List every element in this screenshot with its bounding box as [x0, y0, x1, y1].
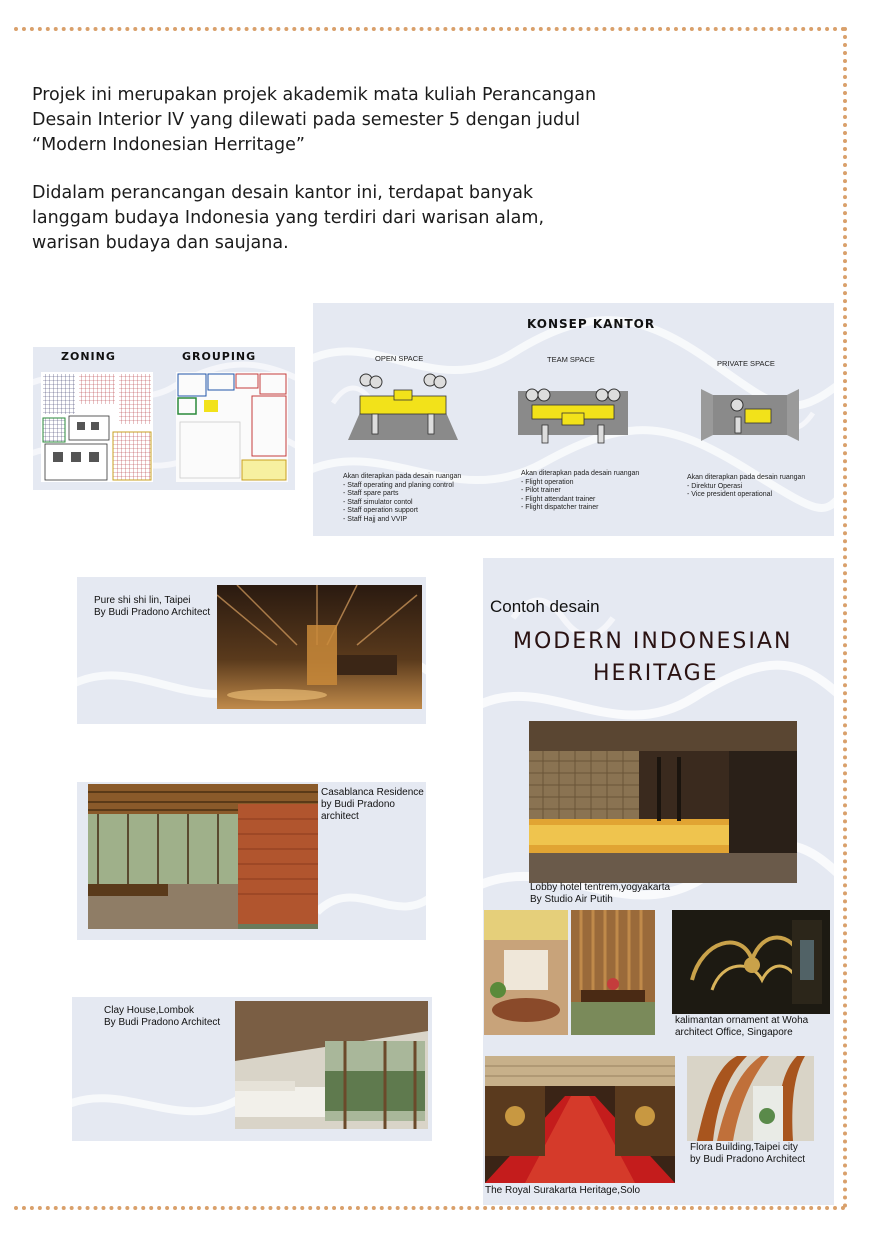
photo-flora-building — [687, 1056, 814, 1141]
open-space-item: - Staff spare parts — [343, 490, 399, 497]
open-space-item: - Staff operation support — [343, 507, 418, 514]
open-space-item: - Staff Hajj and VVIP — [343, 515, 408, 523]
open-space-illustration — [348, 370, 458, 442]
reference-title: Casablanca Residence — [321, 787, 424, 798]
private-space-notes — [687, 474, 832, 500]
lobby-caption — [530, 882, 670, 906]
reference-card — [77, 782, 426, 940]
intro-text — [32, 83, 632, 256]
team-space-item: - Flight dispatcher trainer — [521, 504, 599, 511]
kalimantan-location: architect Office, Singapore — [675, 1027, 793, 1038]
private-space-item: - Vice president operational — [687, 491, 773, 498]
photo-pure-shi-shi-lin — [217, 585, 422, 709]
dotted-border-bottom — [14, 1206, 846, 1210]
photo-lobby-hotel-tentrem — [529, 721, 797, 883]
zoning-grouping-panel — [33, 347, 295, 490]
photo-kalimantan-ornament — [672, 910, 830, 1014]
grouping-label: GROUPING — [182, 350, 257, 363]
reference-title: Clay House,Lombok — [104, 1005, 195, 1016]
reference-architect: By Budi Pradono Architect — [104, 1017, 221, 1028]
flora-title: Flora Building,Taipei city — [690, 1142, 798, 1153]
dotted-border-right — [843, 27, 847, 1209]
team-space-label: TEAM SPACE — [547, 355, 595, 364]
reference-architect: By Budi Pradono Architect — [94, 607, 211, 618]
konsep-kantor-panel — [313, 303, 834, 536]
private-space-item: - Direktur Operasi — [687, 482, 743, 490]
team-space-item: - Flight attendant trainer — [521, 495, 596, 503]
team-space-notes — [521, 470, 681, 513]
private-space-intro: Akan diterapkan pada desain ruangan — [687, 474, 806, 481]
photo-interior-lounge — [484, 910, 568, 1035]
team-space-intro: Akan diterapkan pada desain ruangan — [521, 470, 640, 477]
photo-royal-surakarta — [485, 1056, 675, 1183]
team-space-item: - Pilot trainer — [521, 487, 561, 494]
team-space-item: - Flight operation — [521, 478, 574, 486]
reference-card — [72, 997, 432, 1141]
flora-caption — [690, 1142, 805, 1166]
open-space-notes — [343, 473, 513, 524]
private-space-label: PRIVATE SPACE — [717, 359, 775, 368]
reference-title: Pure shi shi lin, Taipei — [94, 595, 191, 606]
dotted-border-top — [14, 27, 846, 31]
reference-caption — [321, 787, 424, 823]
photo-clay-house — [235, 1001, 428, 1129]
zoning-label: ZONING — [61, 350, 116, 363]
flora-architect: by Budi Pradono Architect — [690, 1154, 806, 1165]
grouping-plan — [176, 372, 288, 482]
kalimantan-caption — [675, 1015, 808, 1039]
kalimantan-title: kalimantan ornament at Woha — [675, 1015, 809, 1026]
open-space-item: - Staff simulator contol — [343, 498, 413, 506]
heritage-title: HERITAGE — [593, 661, 719, 686]
royal-caption: The Royal Surakarta Heritage,Solo — [485, 1185, 641, 1196]
photo-casablanca-residence — [88, 784, 318, 929]
reference-architect: by Budi Pradono — [321, 799, 395, 810]
open-space-label: OPEN SPACE — [375, 354, 424, 363]
reference-caption — [94, 595, 210, 619]
intro-paragraph-1: Projek ini merupakan projek akademik mata kuliah Perancangan Desain Interior IV yang dilewati pada semester 5 dengan judul “Modern Indonesian Herritage” — [32, 85, 597, 155]
reference-card — [77, 577, 426, 724]
modern-indonesian-title: MODERN INDONESIAN — [513, 629, 793, 654]
contoh-desain-panel — [483, 558, 834, 1205]
team-space-illustration — [518, 383, 628, 449]
reference-caption — [104, 1005, 220, 1029]
reference-architect: architect — [321, 811, 359, 822]
open-space-item: - Staff operating and planing control — [343, 481, 454, 489]
intro-paragraph-2: Didalam perancangan desain kantor ini, terdapat banyak langgam budaya Indonesia yang terdiri dari warisan alam, warisan budaya dan saujana. — [32, 183, 545, 253]
lobby-architect: By Studio Air Putih — [530, 894, 613, 905]
open-space-intro: Akan diterapkan pada desain ruangan — [343, 473, 462, 480]
lobby-title: Lobby hotel tentrem,yogyakarta — [530, 882, 671, 893]
photo-interior-dining — [571, 910, 655, 1035]
private-space-illustration — [701, 385, 799, 443]
konsep-title: KONSEP KANTOR — [527, 317, 656, 331]
zoning-plan — [41, 372, 153, 482]
contoh-heading: Contoh desain — [490, 597, 600, 616]
